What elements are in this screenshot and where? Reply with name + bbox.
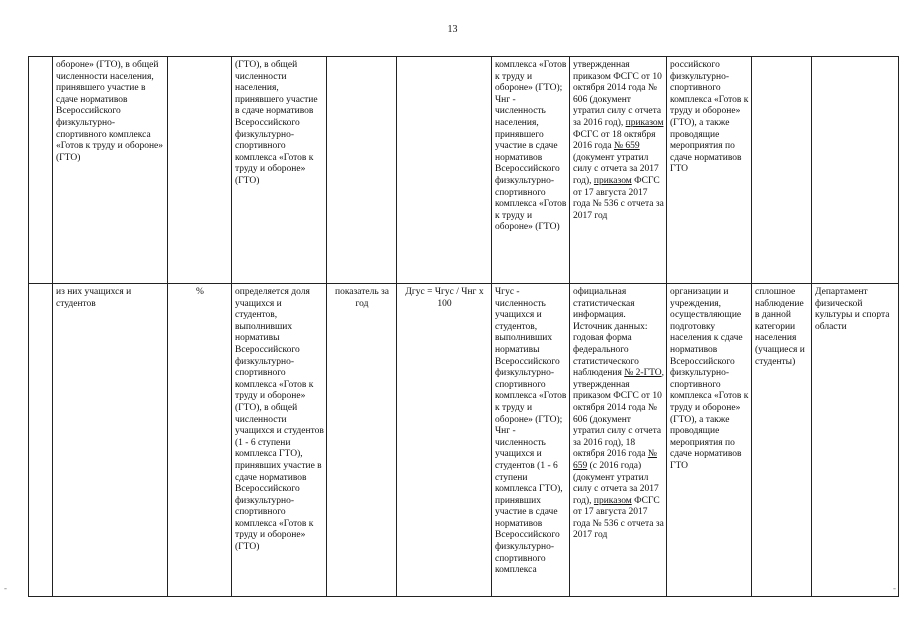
cell-responsible: [812, 57, 899, 284]
cell-indicator-name: из них учащихся и студентов: [53, 284, 168, 597]
source-link[interactable]: № 659: [613, 141, 640, 152]
cell-number: [29, 284, 53, 597]
cell-responsible: Департамент физической культуры и спорта области: [812, 284, 899, 597]
cell-method: сплошное наблюдение в данной категории населения (учащиеся и студенты): [752, 284, 812, 597]
cell-source: утвержденная приказом ФСГС от 10 октября 2014 года № 606 (документ утратил силу с отчета за 2016 год), приказом ФСГС от 18 октября 2016 года № 659 (документ утратил силу с отчета за 2017 год), приказом ФСГС от 17 августа 2017 года № 536 с отчета за 2017 год: [570, 57, 667, 284]
source-link[interactable]: № 659: [573, 449, 657, 471]
scan-mark: -: [893, 583, 896, 593]
cell-period: [327, 57, 397, 284]
cell-source: официальная статистическая информация. Источник данных: годовая форма федерального статистического наблюдения № 2-ГТО, утвержденная приказом ФСГС от 10 октября 2014 года № 606 (документ утратил силу с отчета за 2016 год), 18 октября 2016 года № 659 (с 2016 года) (документ утратил силу с отчета за 2017 год), приказом ФСГС от 17 августа 2017 года № 536 с отчета за 2017 год: [570, 284, 667, 597]
page-number: 13: [447, 24, 458, 35]
scan-mark: -: [4, 583, 7, 593]
table-row: [29, 57, 899, 284]
cell-variables: комплекса «Готов к труду и обороне» (ГТО); Чнг - численность населения, принявшего участие в сдаче нормативов Всероссийского физкультурно-спортивного комплекса «Готов к труду и обороне» (ГТО): [492, 57, 570, 284]
cell-unit: [168, 57, 232, 284]
cell-definition: определяется доля учащихся и студентов, выполнивших нормативы Всероссийского физкультурно-спортивного комплекса «Готов к труду и обороне» (ГТО), в общей численности учащихся и студентов (1 - 6 ступени комплекса ГТО), принявших участие в сдаче нормативов Всероссийского физкультурно-спортивного комплекса «Готов к труду и обороне» (ГТО): [232, 284, 327, 597]
indicator-table: [28, 56, 899, 597]
source-link[interactable]: приказом: [593, 175, 632, 186]
table-row: [29, 284, 899, 597]
cell-formula: Дгус = Чгус / Чнг х 100: [397, 284, 492, 597]
cell-respondents: организации и учреждения, осуществляющие подготовку населения к сдаче нормативов Всероссийского физкультурно-спортивного комплекса «Готов к труду и обороне» (ГТО), а также проводящие мероприятия по сдаче нормативов ГТО: [667, 284, 752, 597]
source-link[interactable]: приказом: [593, 495, 632, 506]
cell-indicator-name: обороне» (ГТО), в общей численности населения, принявшего участие в сдаче нормативов Всероссийского физкультурно-спортивного комплекса «Готов к труду и обороне» (ГТО): [53, 57, 168, 284]
source-link[interactable]: № 2-ГТО: [624, 368, 662, 379]
cell-definition: (ГТО), в общей численности населения, принявшего участие в сдаче нормативов Всероссийского физкультурно-спортивного комплекса «Готов к труду и обороне» (ГТО): [232, 57, 327, 284]
cell-unit: %: [168, 284, 232, 597]
source-link[interactable]: приказом: [625, 117, 664, 128]
cell-number: [29, 57, 53, 284]
cell-formula: [397, 57, 492, 284]
cell-variables: Чгус - численность учащихся и студентов, выполнивших нормативы Всероссийского физкультурно-спортивного комплекса «Готов к труду и обороне» (ГТО); Чнг - численность учащихся и студентов (1 - 6 ступени комплекса ГТО), принявших участие в сдаче нормативов Всероссийского физкультурно-спортивного комплекса: [492, 284, 570, 597]
cell-period: показатель за год: [327, 284, 397, 597]
cell-respondents: российского физкультурно-спортивного комплекса «Готов к труду и обороне» (ГТО), а также проводящие мероприятия по сдаче нормативов ГТО: [667, 57, 752, 284]
cell-method: [752, 57, 812, 284]
